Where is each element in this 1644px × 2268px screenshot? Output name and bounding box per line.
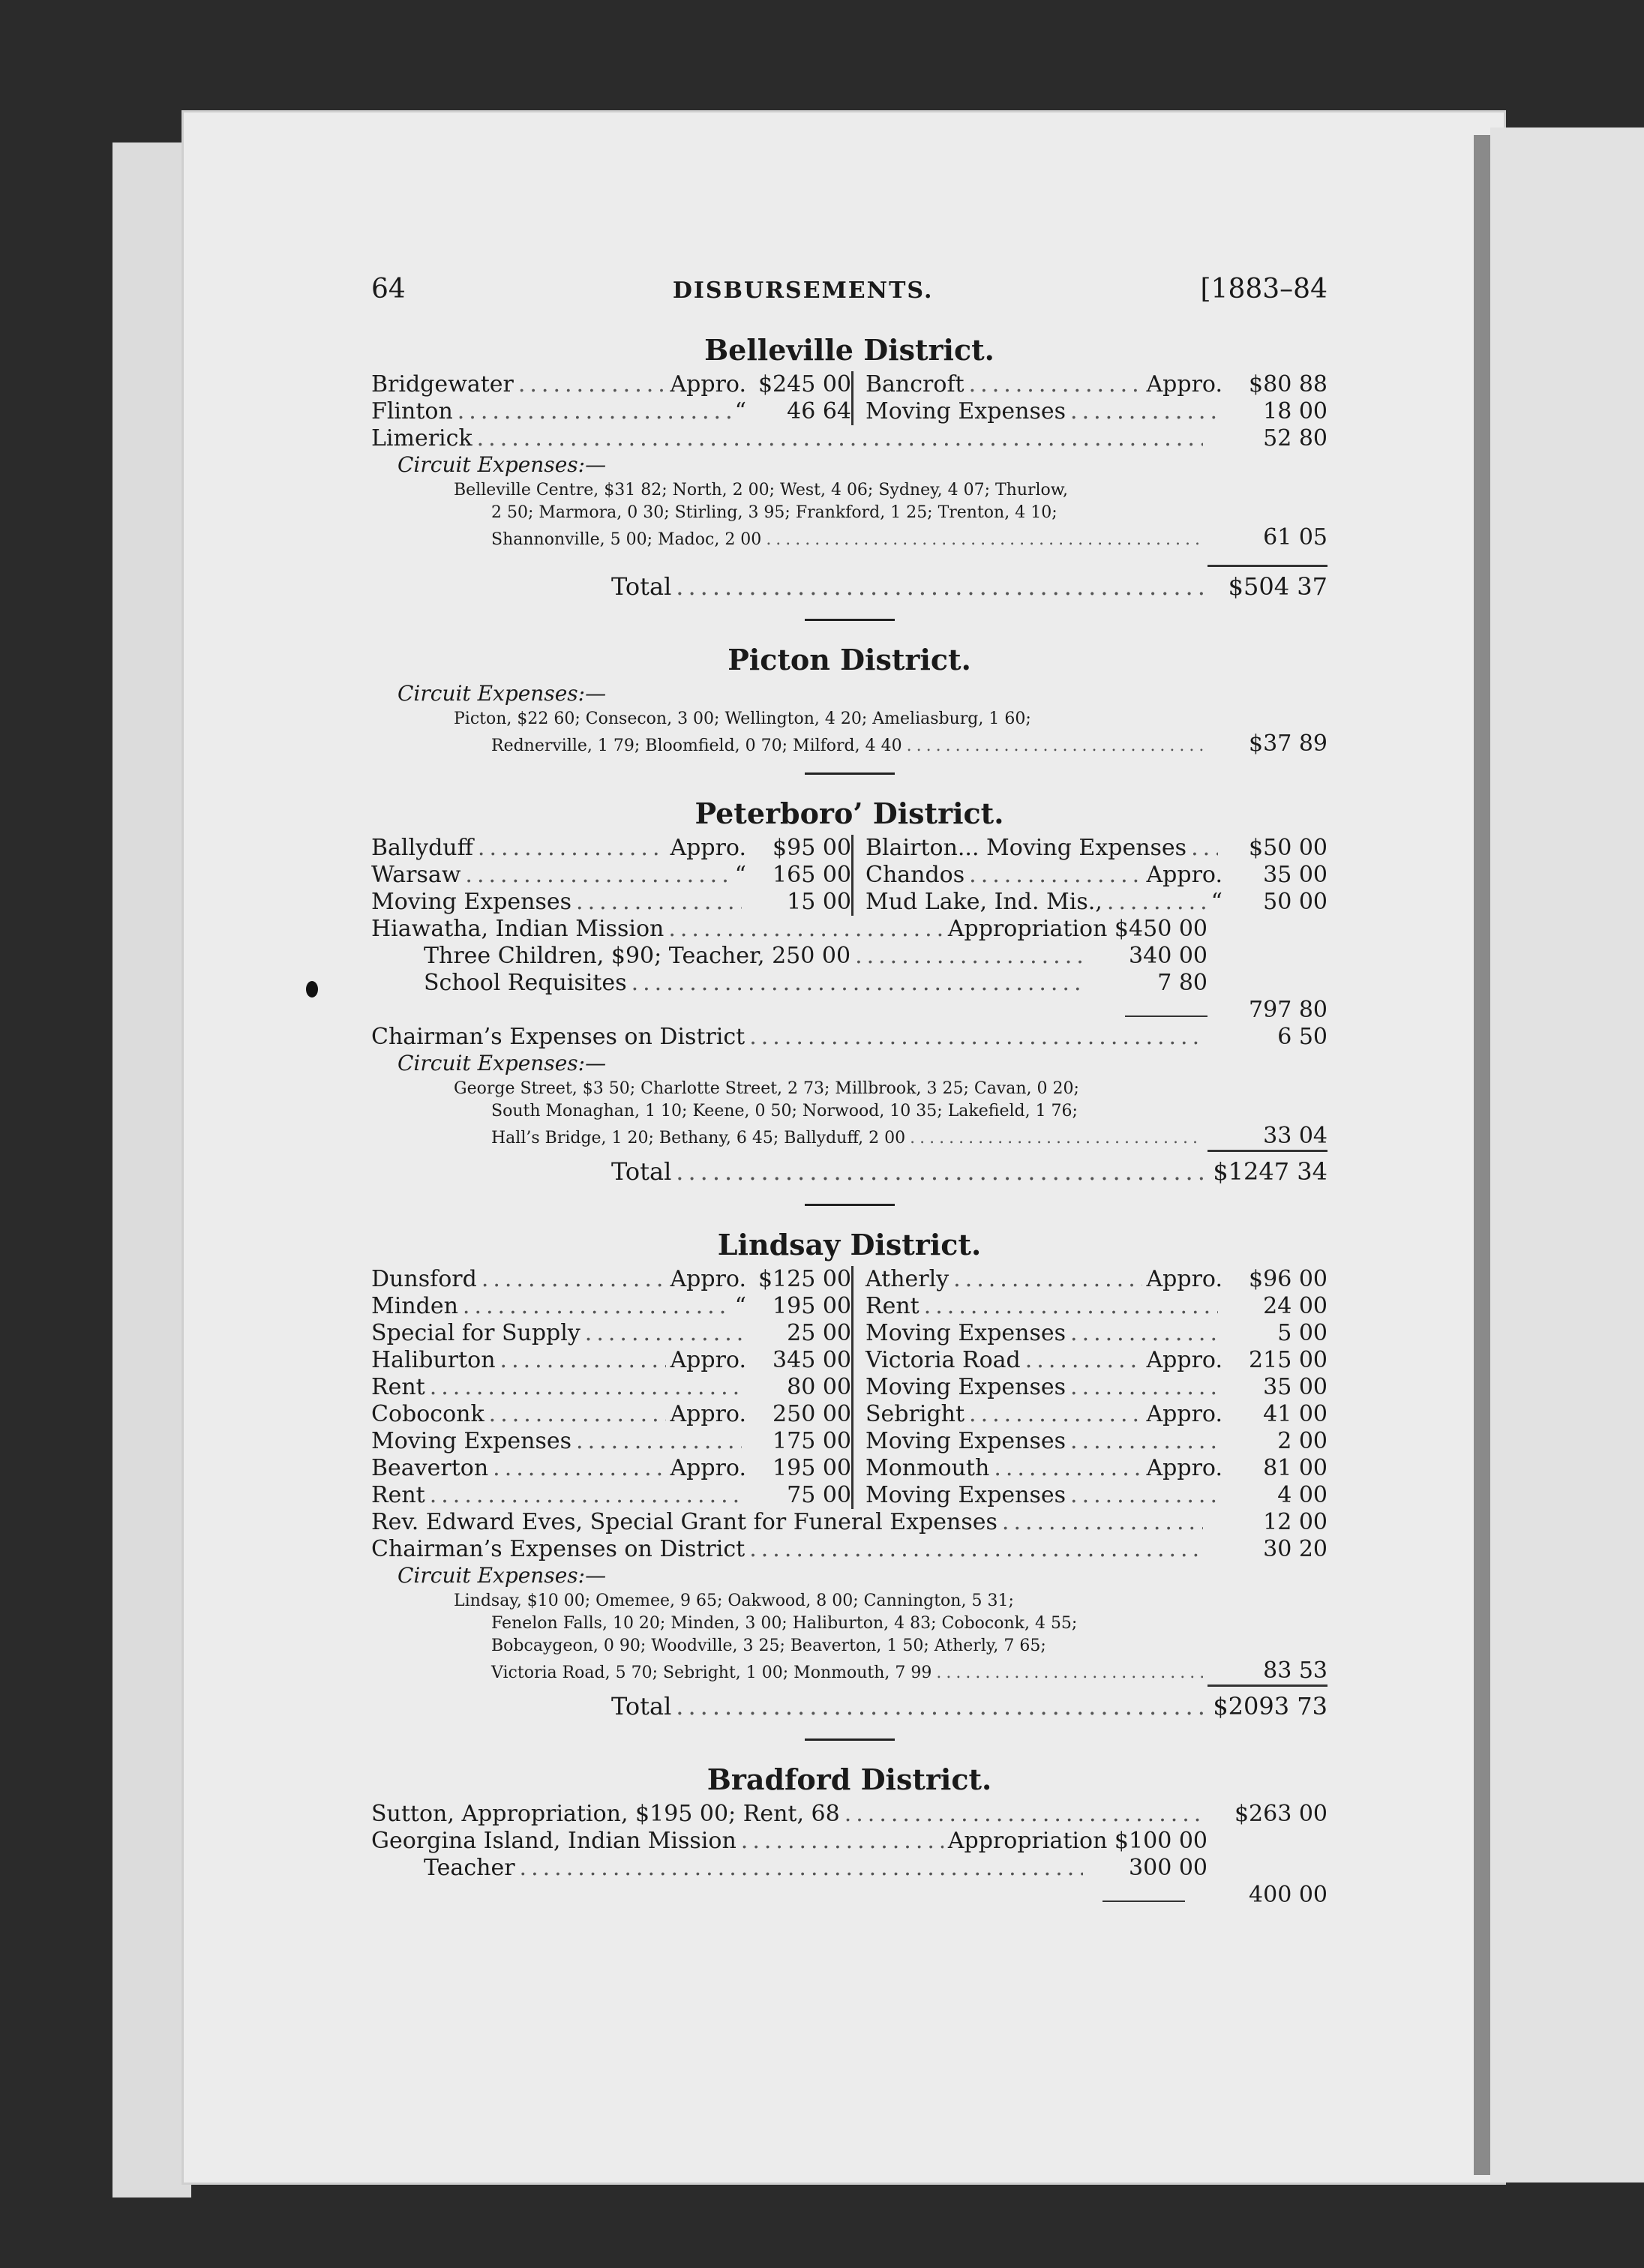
left-column-entry xyxy=(371,835,851,862)
table-row xyxy=(371,1320,1328,1347)
entry-name: Haliburton xyxy=(371,1347,496,1373)
right-column-entry xyxy=(851,1266,1328,1293)
left-column-entry xyxy=(371,862,851,889)
entry-amount: 5 00 xyxy=(1277,1320,1328,1346)
entry-amount: 80 00 xyxy=(787,1374,851,1400)
circuit-line: Picton, $22 60; Consecon, 3 00; Wellington, 4 20; Ameliasburg, 1 60; xyxy=(454,710,1031,728)
entry-note: Appro. xyxy=(670,835,746,861)
right-column-entry xyxy=(851,1293,1328,1320)
entry-name: Beaverton xyxy=(371,1455,489,1481)
left-column-entry xyxy=(371,1293,851,1320)
entry-amount: 81 00 xyxy=(1263,1455,1328,1481)
left-column-entry xyxy=(371,1320,851,1347)
georgina-row: Georgina Island, Indian Mission ..... Appropriation $100 00 xyxy=(371,1828,1328,1855)
entry-amount: 4 00 xyxy=(1277,1482,1328,1508)
entry-amount: 46 64 xyxy=(787,398,851,424)
circuit-line-final: Victoria Road, 5 70; Sebright, 1 00; Monmouth, 7 99 ..... 83 53 xyxy=(371,1658,1328,1684)
circuit-line-final: Shannonville, 5 00; Madoc, 2 00 ..... 61 05 xyxy=(371,524,1328,551)
circuit-expenses-label: Circuit Expenses:— xyxy=(398,452,607,477)
underlying-page xyxy=(112,142,191,2198)
entry-name: Moving Expenses xyxy=(371,1428,572,1454)
entry-note: Appro. xyxy=(1146,371,1222,398)
entry-name: Rent xyxy=(371,1374,425,1400)
district-title-lindsay: Lindsay District. xyxy=(717,1228,982,1262)
entry-name: Rent xyxy=(866,1293,920,1319)
entry-note: “ xyxy=(734,862,746,888)
circuit-line-final: Hall’s Bridge, 1 20; Bethany, 6 45; Ballyduff, 2 00 ..... 33 04 xyxy=(371,1123,1328,1150)
table-row xyxy=(371,1428,1328,1455)
entry-name: Atherly xyxy=(866,1266,950,1292)
circuit-line: George Street, $3 50; Charlotte Street, 2 73; Millbrook, 3 25; Cavan, 0 20; xyxy=(454,1079,1079,1098)
left-column-entry xyxy=(371,1455,851,1482)
page-number: 64 xyxy=(371,274,406,304)
entry-name: Special for Supply xyxy=(371,1320,580,1346)
table-row xyxy=(371,398,1328,425)
entry-amount: 15 00 xyxy=(787,889,851,915)
entry-name: Mud Lake, Ind. Mis., xyxy=(866,889,1102,915)
book-spine xyxy=(1474,135,1490,2175)
hiawatha-row: Hiawatha, Indian Mission ..... Appropriation $450 00 xyxy=(371,916,1328,943)
belleville-total: Total ..... $504 37 xyxy=(371,565,1328,604)
entry-name: Dunsford xyxy=(371,1266,477,1292)
entry-name: Moving Expenses xyxy=(371,889,572,915)
right-column-entry xyxy=(851,889,1328,916)
entry-name: Ballyduff xyxy=(371,835,473,861)
section-divider xyxy=(805,619,895,621)
entry-name: Monmouth xyxy=(866,1455,990,1481)
entry-name: Blairton... Moving Expenses xyxy=(866,835,1187,861)
left-column-entry xyxy=(371,1266,851,1293)
entry-name: Rent xyxy=(371,1482,425,1508)
entry-amount: 195 00 xyxy=(772,1455,851,1481)
table-row xyxy=(371,835,1328,862)
right-column-entry xyxy=(851,398,1328,425)
district-title-peterboro: Peterboro’ District. xyxy=(694,796,1004,830)
right-column-entry xyxy=(851,1401,1328,1428)
page-blemish xyxy=(306,981,318,998)
circuit-line: Lindsay, $10 00; Omemee, 9 65; Oakwood, 8 00; Cannington, 5 31; xyxy=(454,1592,1014,1610)
entry-note: Appro. xyxy=(1146,1266,1222,1292)
running-header xyxy=(371,274,1328,319)
right-column-entry xyxy=(851,1347,1328,1374)
entry-name: Moving Expenses xyxy=(866,1320,1066,1346)
lindsay-total: Total ..... $2093 73 xyxy=(371,1684,1328,1724)
peterboro-table xyxy=(371,835,1328,916)
district-title-bradford: Bradford District. xyxy=(706,1762,992,1796)
facing-page xyxy=(1490,128,1644,2182)
entry-amount: $96 00 xyxy=(1249,1266,1328,1292)
sutton-row: Sutton, Appropriation, $195 00; Rent, 68 ..... $263 00 xyxy=(371,1801,1328,1828)
entry-note: Appro. xyxy=(670,1347,746,1373)
entry-name: Minden xyxy=(371,1293,458,1319)
circuit-expenses-label: Circuit Expenses:— xyxy=(398,1051,607,1076)
entry-amount: 35 00 xyxy=(1263,862,1328,888)
right-column-entry xyxy=(851,862,1328,889)
left-column-entry xyxy=(371,1374,851,1401)
left-column-entry xyxy=(371,371,851,398)
left-column-entry xyxy=(371,889,851,916)
entry-amount: $80 88 xyxy=(1249,371,1328,398)
entry-name: Chandos xyxy=(866,862,965,888)
eves-row: Rev. Edward Eves, Special Grant for Funeral Expenses ..... 12 00 xyxy=(371,1509,1328,1536)
entry-amount: 41 00 xyxy=(1263,1401,1328,1427)
circuit-line: South Monaghan, 1 10; Keene, 0 50; Norwood, 10 35; Lakefield, 1 76; xyxy=(491,1102,1078,1120)
entry-note: “ xyxy=(1210,889,1222,915)
entry-amount: 75 00 xyxy=(787,1482,851,1508)
entry-name: Coboconk xyxy=(371,1401,484,1427)
left-column-entry xyxy=(371,1482,851,1509)
lindsay-table xyxy=(371,1266,1328,1509)
circuit-expenses-label: Circuit Expenses:— xyxy=(398,1563,607,1588)
entry-amount: $50 00 xyxy=(1249,835,1328,861)
entry-name: Moving Expenses xyxy=(866,398,1066,424)
entry-amount: 165 00 xyxy=(772,862,851,888)
left-column-entry xyxy=(371,1347,851,1374)
entry-amount: $125 00 xyxy=(758,1266,851,1292)
circuit-line: Bobcaygeon, 0 90; Woodville, 3 25; Beaverton, 1 50; Atherly, 7 65; xyxy=(491,1636,1046,1655)
entry-note: “ xyxy=(734,398,746,424)
entry-note: Appro. xyxy=(670,1401,746,1427)
left-column-entry xyxy=(371,398,851,425)
belleville-table xyxy=(371,371,1328,425)
entry-amount: $245 00 xyxy=(758,371,851,398)
table-row xyxy=(371,1293,1328,1320)
circuit-expenses-label: Circuit Expenses:— xyxy=(398,681,607,706)
table-row xyxy=(371,1266,1328,1293)
circuit-line: Fenelon Falls, 10 20; Minden, 3 00; Haliburton, 4 83; Coboconk, 4 55; xyxy=(491,1614,1078,1633)
entry-amount: 2 00 xyxy=(1277,1428,1328,1454)
entry-name: Bancroft xyxy=(866,371,964,398)
entry-amount: 24 00 xyxy=(1263,1293,1328,1319)
section-divider xyxy=(805,772,895,775)
entry-name: Flinton xyxy=(371,398,453,424)
entry-amount: 345 00 xyxy=(772,1347,851,1373)
subtotal-row: 797 80 xyxy=(371,997,1328,1024)
entry-note: Appro. xyxy=(670,1455,746,1481)
right-column-entry xyxy=(851,1320,1328,1347)
subtotal-row: 400 00 xyxy=(371,1882,1328,1909)
section-divider xyxy=(805,1738,895,1741)
entry-note: Appro. xyxy=(1146,1455,1222,1481)
entry-amount: 18 00 xyxy=(1263,398,1328,424)
page-content xyxy=(371,274,1328,1909)
running-title: DISBURSEMENTS. xyxy=(672,278,934,304)
table-row xyxy=(371,889,1328,916)
chairman-row: Chairman’s Expenses on District ..... 6 50 xyxy=(371,1024,1328,1051)
table-row xyxy=(371,1401,1328,1428)
right-column-entry xyxy=(851,1428,1328,1455)
entry-name: Moving Expenses xyxy=(866,1428,1066,1454)
entry-note: Appro. xyxy=(1146,1347,1222,1373)
entry-amount: 250 00 xyxy=(772,1401,851,1427)
chairman-row: Chairman’s Expenses on District ..... 30 20 xyxy=(371,1536,1328,1563)
entry-amount: 50 00 xyxy=(1263,889,1328,915)
left-column-entry xyxy=(371,1401,851,1428)
district-title-belleville: Belleville District. xyxy=(704,333,994,367)
year-range: [1883–84 xyxy=(1200,274,1328,304)
entry-amount: 35 00 xyxy=(1263,1374,1328,1400)
table-row xyxy=(371,1374,1328,1401)
limerick-row: Limerick ..... 52 80 xyxy=(371,425,1328,452)
entry-name: Moving Expenses xyxy=(866,1482,1066,1508)
teacher-row: Teacher ..... 300 00 xyxy=(371,1855,1328,1882)
entry-amount: 25 00 xyxy=(787,1320,851,1346)
entry-amount: 195 00 xyxy=(772,1293,851,1319)
entry-amount: $95 00 xyxy=(772,835,851,861)
circuit-line: Belleville Centre, $31 82; North, 2 00; West, 4 06; Sydney, 4 07; Thurlow, xyxy=(454,481,1069,500)
entry-name: Bridgewater xyxy=(371,371,514,398)
table-row xyxy=(371,371,1328,398)
right-column-entry xyxy=(851,1374,1328,1401)
right-column-entry xyxy=(851,1482,1328,1509)
entry-note: Appro. xyxy=(670,1266,746,1292)
circuit-line: 2 50; Marmora, 0 30; Stirling, 3 95; Frankford, 1 25; Trenton, 4 10; xyxy=(491,503,1058,522)
right-column-entry xyxy=(851,1455,1328,1482)
table-row xyxy=(371,862,1328,889)
peterboro-total: Total ..... $1247 34 xyxy=(371,1150,1328,1189)
entry-amount: 215 00 xyxy=(1249,1347,1328,1373)
right-column-entry xyxy=(851,371,1328,398)
district-title-picton: Picton District. xyxy=(728,643,971,676)
entry-name: Moving Expenses xyxy=(866,1374,1066,1400)
circuit-line-final: Rednerville, 1 79; Bloomfield, 0 70; Milford, 4 40 ..... $37 89 xyxy=(371,730,1328,758)
children-row: Three Children, $90; Teacher, 250 00 ..... 340 00 xyxy=(371,943,1328,970)
table-row xyxy=(371,1455,1328,1482)
entry-note: “ xyxy=(734,1293,746,1319)
entry-amount: 175 00 xyxy=(772,1428,851,1454)
table-row xyxy=(371,1482,1328,1509)
entry-name: Victoria Road xyxy=(866,1347,1021,1373)
right-column-entry xyxy=(851,835,1328,862)
entry-name: Warsaw xyxy=(371,862,461,888)
entry-note: Appro. xyxy=(1146,862,1222,888)
section-divider xyxy=(805,1204,895,1206)
left-column-entry xyxy=(371,1428,851,1455)
school-row: School Requisites ..... 7 80 xyxy=(371,970,1328,997)
entry-note: Appro. xyxy=(1146,1401,1222,1427)
entry-name: Sebright xyxy=(866,1401,965,1427)
entry-note: Appro. xyxy=(670,371,746,398)
table-row xyxy=(371,1347,1328,1374)
